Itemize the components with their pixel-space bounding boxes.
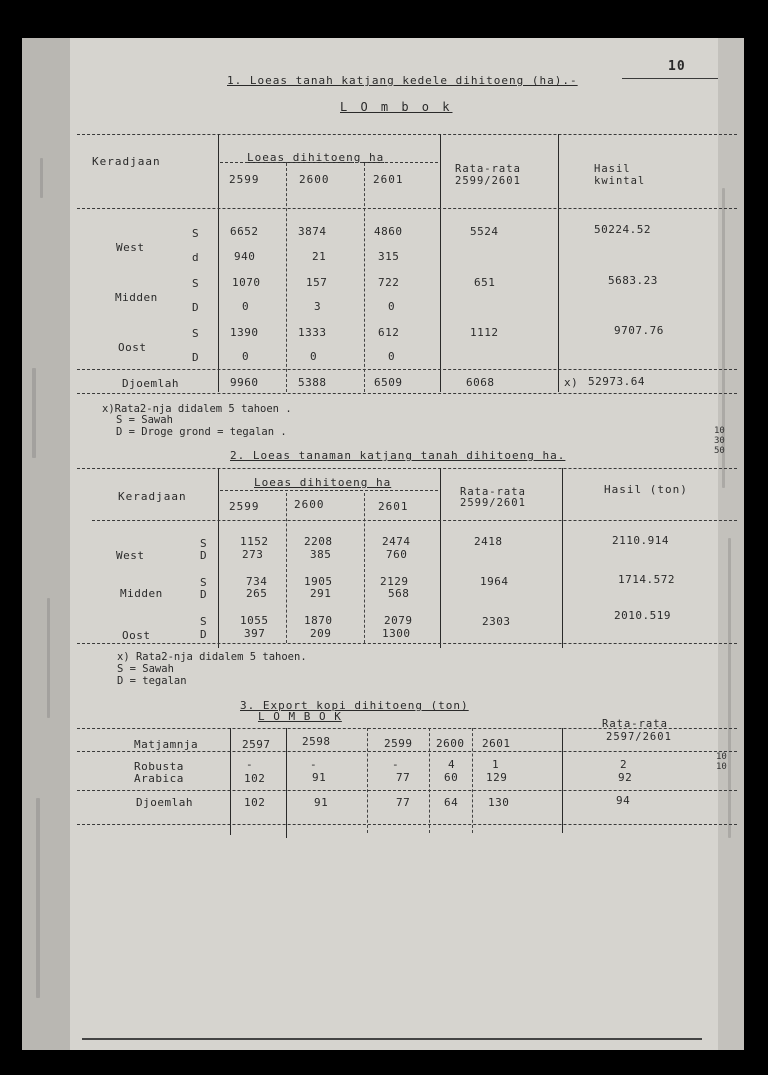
table1-subtitle: L O m b o k	[340, 100, 453, 114]
table3-col-divider	[472, 728, 473, 833]
table2-col-divider	[440, 468, 441, 648]
margin-mark: 50	[714, 446, 725, 456]
table2-bottom-rule	[77, 643, 737, 644]
table1-total-cell: 6509	[374, 376, 403, 389]
table3-cell: 129	[486, 771, 508, 784]
table1-col-divider	[558, 134, 559, 392]
table2-result: 2010.519	[614, 609, 671, 622]
table1-type: D	[192, 351, 200, 364]
table2-header-group: Loeas dihitoeng ha	[254, 476, 392, 489]
table2-header-rule	[92, 520, 737, 521]
scan-noise	[47, 598, 50, 718]
table1-header-avg: 2599/2601	[455, 175, 521, 187]
table1-year: 2599	[229, 173, 260, 186]
table3-col-divider	[230, 728, 231, 835]
table1-year: 2601	[373, 173, 404, 186]
table1-cell: 1070	[232, 276, 261, 289]
table3-total-cell: 64	[444, 796, 459, 809]
table3-cell: 102	[244, 772, 266, 785]
table1-total-avg: 6068	[466, 376, 495, 389]
table3-col-divider	[367, 728, 368, 833]
table1-cell: 0	[388, 350, 396, 363]
table3-total-cell: 130	[488, 796, 510, 809]
table1-cell: 0	[388, 300, 396, 313]
table2-cell: 209	[310, 627, 332, 640]
table1-subheader-rule	[220, 162, 438, 163]
table3-total-avg: 94	[616, 794, 631, 807]
table1-cell: 3	[314, 300, 322, 313]
page-number: 10	[668, 59, 686, 74]
table3-avg: 2	[620, 758, 628, 771]
table3-header-avg: Rata-rata	[602, 718, 668, 730]
table2-region: Oost	[122, 629, 151, 642]
table2-top-rule	[77, 468, 737, 469]
table2-cell: 273	[242, 548, 264, 561]
table1-avg: 651	[474, 276, 496, 289]
table2-year: 2601	[378, 500, 409, 513]
scan-noise	[728, 538, 731, 838]
margin-mark: 30	[714, 436, 725, 446]
table1-cell: 4860	[374, 225, 403, 238]
table1-bottom-rule	[77, 393, 737, 394]
table1-header-rule	[77, 208, 737, 209]
table2-cell: 1300	[382, 627, 411, 640]
table1-total-result: 52973.64	[588, 375, 645, 388]
table2-type: S	[200, 537, 208, 550]
table2-header-result: Hasil (ton)	[604, 483, 688, 496]
table2-cell: 385	[310, 548, 332, 561]
table1-total-rule	[77, 369, 737, 370]
table1-cell: 940	[234, 250, 256, 263]
table2-col-divider	[562, 468, 563, 648]
table2-year: 2600	[294, 498, 325, 511]
table1-header-result: kwintal	[594, 175, 646, 187]
table2-type: S	[200, 615, 208, 628]
table3-year: 2600	[436, 737, 465, 750]
table2-region: West	[116, 549, 145, 562]
table3-total-cell: 77	[396, 796, 411, 809]
margin-mark: 10	[716, 762, 727, 772]
table2-region: Midden	[120, 587, 163, 600]
table2-col-divider	[364, 493, 365, 643]
table2-header-avg: Rata-rata	[460, 486, 526, 498]
table1-note: D = Droge grond = tegalan .	[116, 426, 287, 438]
table1-type: S	[192, 327, 200, 340]
table2-year: 2599	[229, 500, 260, 513]
table1-cell: 0	[242, 350, 250, 363]
table2-col-divider	[286, 493, 287, 643]
table2-cell: 760	[386, 548, 408, 561]
table2-cell: 2474	[382, 535, 411, 548]
table1-cell: 0	[242, 300, 250, 313]
table2-cell: 2208	[304, 535, 333, 548]
table3-cell: 60	[444, 771, 459, 784]
margin-mark: 10	[716, 752, 727, 762]
table1-total-cell: 5388	[298, 376, 327, 389]
table3-year: 2601	[482, 737, 511, 750]
table1-year: 2600	[299, 173, 330, 186]
table1-cell: 21	[312, 250, 327, 263]
table1-result: 9707.76	[614, 324, 664, 337]
scan-noise	[32, 368, 36, 458]
table2-cell: 2129	[380, 575, 409, 588]
table3-avg: 92	[618, 771, 633, 784]
table3-col-divider	[286, 728, 287, 838]
table1-col-divider	[286, 163, 287, 392]
table2-type: D	[200, 628, 208, 641]
table3-cell: -	[246, 758, 254, 771]
table2-type: D	[200, 549, 208, 562]
table1-title: 1. Loeas tanah katjang kedele dihitoeng (ha).-	[227, 74, 578, 87]
table2-cell: 1152	[240, 535, 269, 548]
table1-total-label: Djoemlah	[122, 377, 179, 390]
table3-header-rule	[77, 751, 737, 752]
table2-cell: 397	[244, 627, 266, 640]
table2-note: x) Rata2-nja didalem 5 tahoen.	[117, 651, 307, 663]
table3-year: 2597	[242, 738, 271, 751]
table2-cell: 1055	[240, 614, 269, 627]
table2-subheader-rule	[220, 490, 438, 491]
table3-type-label: Robusta	[134, 760, 184, 773]
table3-header-avg: 2597/2601	[606, 731, 672, 743]
table1-cell: 612	[378, 326, 400, 339]
table1-col-divider	[218, 134, 219, 392]
table3-title: 3. Export kopi dihitoeng (ton)	[240, 699, 469, 712]
table3-bottom-rule	[77, 824, 737, 825]
table1-header-result: Hasil	[594, 163, 631, 175]
table3-cell: -	[310, 758, 318, 771]
table3-total-rule	[77, 790, 737, 791]
table1-type: S	[192, 277, 200, 290]
margin-mark: 10	[714, 426, 725, 436]
table1-note: S = Sawah	[116, 414, 173, 426]
page-left-margin	[22, 38, 70, 1050]
table1-type: d	[192, 251, 200, 264]
table2-cell: 1870	[304, 614, 333, 627]
table1-header-avg: Rata-rata	[455, 163, 521, 175]
table3-cell: 77	[396, 771, 411, 784]
table3-top-rule	[77, 728, 737, 729]
table2-cell: 1905	[304, 575, 333, 588]
table2-cell: 265	[246, 587, 268, 600]
table3-cell: 91	[312, 771, 327, 784]
table2-cell: 568	[388, 587, 410, 600]
scan-noise	[40, 158, 43, 198]
table3-cell: 1	[492, 758, 500, 771]
page-bottom-edge	[82, 1038, 702, 1040]
table2-type: S	[200, 576, 208, 589]
table2-result: 1714.572	[618, 573, 675, 586]
table3-type-label: Arabica	[134, 772, 184, 785]
table1-result: 5683.23	[608, 274, 658, 287]
table3-total-cell: 91	[314, 796, 329, 809]
table1-cell: 1390	[230, 326, 259, 339]
table3-total-cell: 102	[244, 796, 266, 809]
table3-cell: -	[392, 758, 400, 771]
table1-region: Oost	[118, 341, 147, 354]
table3-year: 2598	[302, 735, 331, 748]
table2-cell: 734	[246, 575, 268, 588]
table1-type: S	[192, 227, 200, 240]
table3-header-type: Matjamnja	[134, 738, 199, 751]
table3-cell: 4	[448, 758, 456, 771]
table3-col-divider	[562, 728, 563, 833]
table3-total-label: Djoemlah	[136, 796, 193, 809]
table1-cell: 0	[310, 350, 318, 363]
table1-total-mark: x)	[564, 376, 579, 389]
table1-region: Midden	[115, 291, 158, 304]
table2-note: D = tegalan	[117, 675, 187, 687]
table1-cell: 1333	[298, 326, 327, 339]
table1-col-divider	[364, 163, 365, 392]
table1-avg: 1112	[470, 326, 499, 339]
table3-subtitle: L O M B O K	[258, 710, 342, 723]
header-rule	[622, 78, 718, 79]
table1-cell: 722	[378, 276, 400, 289]
table2-type: D	[200, 588, 208, 601]
table1-total-cell: 9960	[230, 376, 259, 389]
table1-col-divider	[440, 134, 441, 392]
table2-avg: 2418	[474, 535, 503, 548]
table2-header-avg: 2599/2601	[460, 497, 526, 509]
table1-top-rule	[77, 134, 737, 135]
table1-cell: 3874	[298, 225, 327, 238]
table2-avg: 1964	[480, 575, 509, 588]
table2-col-divider	[218, 468, 219, 648]
table2-note: S = Sawah	[117, 663, 174, 675]
table1-cell: 315	[378, 250, 400, 263]
table3-col-divider	[429, 728, 430, 833]
table2-cell: 291	[310, 587, 332, 600]
scan-noise	[36, 798, 40, 998]
table1-avg: 5524	[470, 225, 499, 238]
table1-region: West	[116, 241, 145, 254]
table2-result: 2110.914	[612, 534, 669, 547]
table1-header-region: Keradjaan	[92, 155, 161, 168]
table3-year: 2599	[384, 737, 413, 750]
table2-title: 2. Loeas tanaman katjang tanah dihitoeng ha.	[230, 449, 566, 462]
table1-result: 50224.52	[594, 223, 651, 236]
table2-header-region: Keradjaan	[118, 490, 187, 503]
table2-avg: 2303	[482, 615, 511, 628]
table1-cell: 6652	[230, 225, 259, 238]
table1-header-group: Loeas dihitoeng ha	[247, 151, 385, 164]
scanned-page	[22, 38, 744, 1050]
table1-cell: 157	[306, 276, 328, 289]
table1-note: x)Rata2-nja didalem 5 tahoen .	[102, 403, 292, 415]
table1-type: D	[192, 301, 200, 314]
table2-cell: 2079	[384, 614, 413, 627]
